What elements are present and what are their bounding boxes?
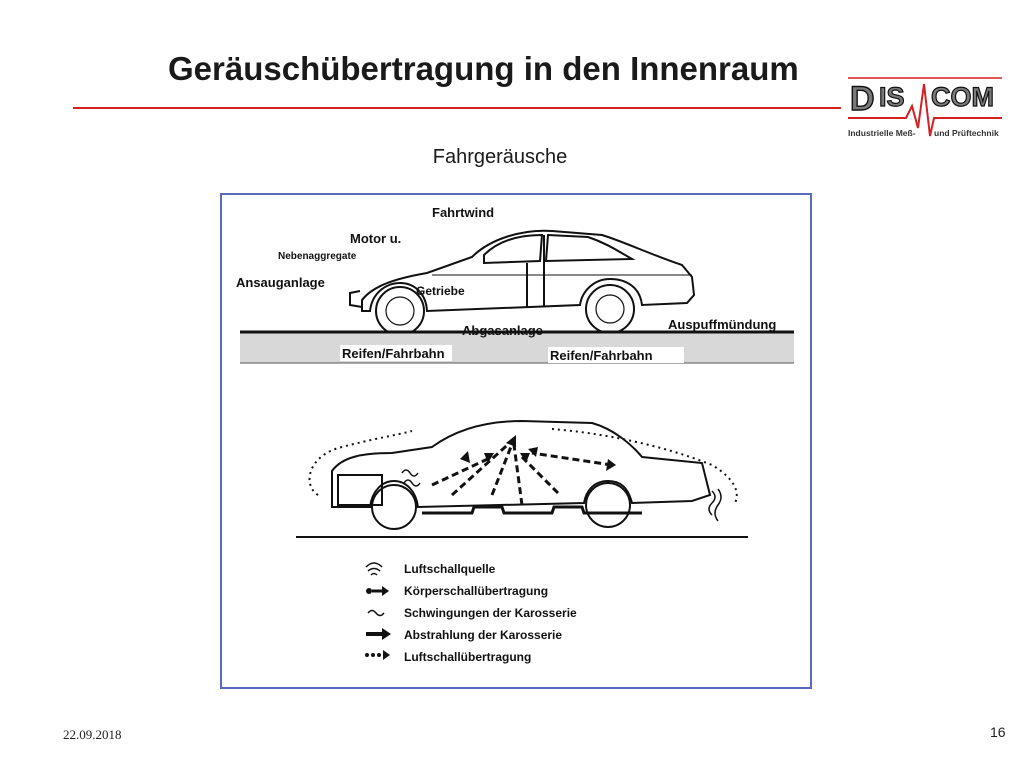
legend-label-schwingungen: Schwingungen der Karosserie — [404, 606, 577, 620]
page-number: 16 — [990, 724, 1006, 740]
label-auspuffmuendung: Auspuffmündung — [668, 317, 777, 332]
label-nebenaggregate: Nebenaggregate — [278, 251, 357, 262]
car-side-view — [350, 231, 694, 335]
airborne-source-icon — [366, 563, 382, 575]
label-fahrtwind: Fahrtwind — [432, 205, 495, 220]
logo-com: COM — [931, 82, 994, 112]
vibration-wave-icon — [368, 611, 384, 616]
diagram-subtitle: Fahrgeräusche — [432, 146, 568, 168]
logo-tagline-right: und Prüftechnik — [934, 128, 999, 138]
radiation-arrow-icon — [366, 628, 391, 640]
label-motor: Motor u. — [350, 231, 402, 246]
label-getriebe: Getriebe — [416, 284, 465, 298]
footer-date: 22.09.2018 — [63, 727, 122, 742]
label-reifen-left: Reifen/Fahrbahn — [342, 346, 445, 361]
legend-label-luftschalluebertragung: Luftschallübertragung — [404, 650, 532, 664]
airborne-transfer-arrow-icon — [365, 650, 390, 660]
legend-label-abstrahlung: Abstrahlung der Karosserie — [404, 628, 563, 642]
car-transfer-paths — [310, 421, 737, 529]
logo-d: D — [850, 80, 875, 118]
legend — [365, 562, 577, 664]
title-rule — [73, 107, 841, 109]
diagram-frame — [220, 193, 812, 689]
label-abgasanlage: Abgasanlage — [462, 323, 543, 338]
structure-borne-arrow-icon — [366, 586, 389, 596]
legend-label-luftschallquelle: Luftschallquelle — [404, 562, 496, 576]
slide-title: Geräuschübertragung in den Innenraum — [168, 50, 799, 87]
label-reifen-right: Reifen/Fahrbahn — [550, 348, 653, 363]
discom-logo — [846, 76, 1004, 146]
legend-label-koerperschall: Körperschallübertragung — [404, 584, 549, 598]
logo-tagline-left: Industrielle Meß- — [848, 128, 916, 138]
label-ansauganlage: Ansauganlage — [236, 275, 325, 290]
logo-is: IS — [879, 82, 905, 112]
